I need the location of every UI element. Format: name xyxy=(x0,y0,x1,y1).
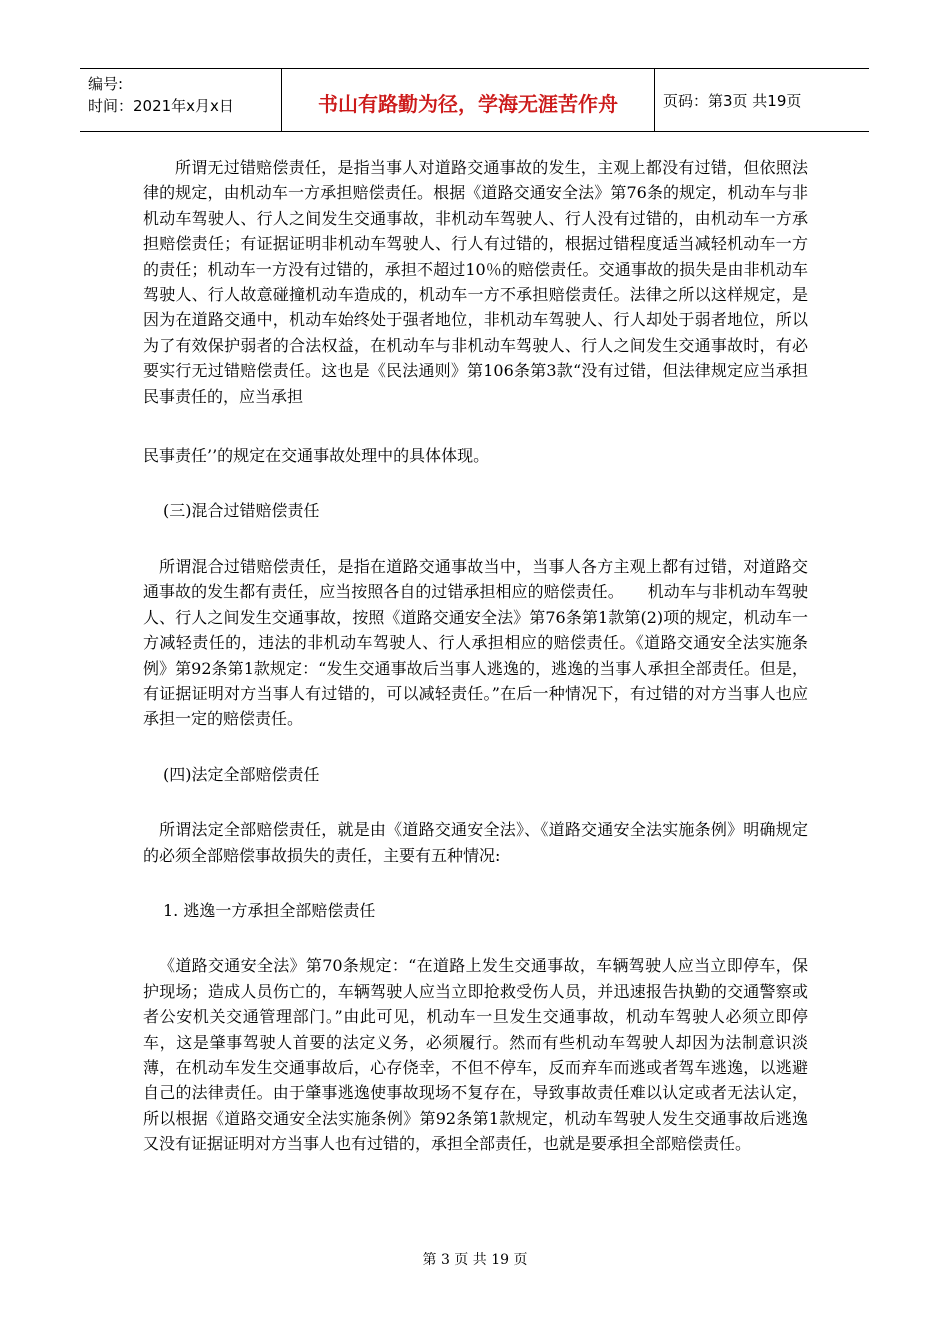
section-heading-statutory-full: (四)法定全部赔偿责任 xyxy=(163,764,320,784)
paragraph-statutory-full: 所谓法定全部赔偿责任，就是由《道路交通安全法》、《道路交通安全法实施条例》明确规定的必须全部赔偿事故损失的责任，主要有五种情况: xyxy=(143,820,808,865)
paragraph-mixed-fault: 所谓混合过错赔偿责任，是指在道路交通事故当中，当事人各方主观上都有过错，对道路交通事故的发生都有责任，应当按照各自的过错承担相应的赔偿责任。 机动车与非机动车驾驶人、行人之间发生交通事故，按照《道路交通安全法》第76条第1款第(2)项的规定，机动车一方减轻责任的，违法的非机动车驾驶人、行人承担相应的赔偿责任。《道路交通安全法实施条例》第92条第1款规定：“发生交通事故后当事人逃逸的，逃逸的当事人承担全部责任。但是，有证据证明对方当事人有过错的，可以减轻责任。”在后一种情况下，有过错的对方当事人也应承担一定的赔偿责任。 xyxy=(143,556,808,729)
header-meta xyxy=(80,69,281,131)
motto-text: 书山有路勤为径，学海无涯苦作舟 xyxy=(318,91,618,116)
document-body xyxy=(143,155,808,1157)
header-page-info xyxy=(655,69,869,131)
paragraph-hit-and-run: 《道路交通安全法》第70条规定：“在道路上发生交通事故，车辆驾驶人应当立即停车，保护现场；造成人员伤亡的，车辆驾驶人应当立即抢救受伤人员，并迅速报告执勤的交通警察或者公安机关交通管理部门。”由此可见，机动车一旦发生交通事故，机动车驾驶人必须立即停车，这是肇事驾驶人首要的法定义务，必须履行。然而有些机动车驾驶人却因为法制意识淡薄，在机动车发生交通事故后，心存侥幸，不但不停车，反而弃车而逃或者驾车逃逸，以逃避自己的法律责任。由于肇事逃逸使事故现场不复存在，导致事故责任难以认定或者无法认定，所以根据《道路交通安全法实施条例》第92条第1款规定，机动车驾驶人发生交通事故后逃逸又没有证据证明对方当事人也有过错的，承担全部责任，也就是要承担全部赔偿责任。 xyxy=(143,956,808,1154)
paragraph-continuation: 民事责任’’的规定在交通事故处理中的具体体现。 xyxy=(143,446,490,466)
page-header xyxy=(80,68,869,132)
document-time-label: 时间：2021年x月x日 xyxy=(88,97,234,115)
document-number-label: 编号: xyxy=(88,75,124,93)
section-heading-mixed-fault: (三)混合过错赔偿责任 xyxy=(163,501,320,521)
paragraph-no-fault-liability: 所谓无过错赔偿责任，是指当事人对道路交通事故的发生，主观上都没有过错，但依照法律的规定，由机动车一方承担赔偿责任。根据《道路交通安全法》第76条的规定，机动车与非机动车驾驶人、行人之间发生交通事故，非机动车驾驶人、行人没有过错的，由机动车一方承担赔偿责任；有证据证明非机动车驾驶人、行人有过错的，根据过错程度适当减轻机动车一方的责任；机动车一方没有过错的，承担不超过10％的赔偿责任。交通事故的损失是由非机动车驾驶人、行人故意碰撞机动车造成的，机动车一方不承担赔偿责任。法律之所以这样规定，是因为在道路交通中，机动车始终处于强者地位，非机动车驾驶人、行人却处于弱者地位，所以为了有效保护弱者的合法权益，在机动车与非机动车驾驶人、行人之间发生交通事故时，有必要实行无过错赔偿责任。这也是《民法通则》第106条第3款“没有过错，但法律规定应当承担民事责任的，应当承担 xyxy=(143,158,808,406)
page-footer xyxy=(0,1249,950,1269)
header-motto xyxy=(281,69,655,131)
footer-page-number: 第 3 页 共 19 页 xyxy=(422,1252,528,1268)
list-heading-hit-and-run: 1. 逃逸一方承担全部赔偿责任 xyxy=(163,900,376,920)
page-info-text: 页码：第3页 共19页 xyxy=(663,91,802,110)
